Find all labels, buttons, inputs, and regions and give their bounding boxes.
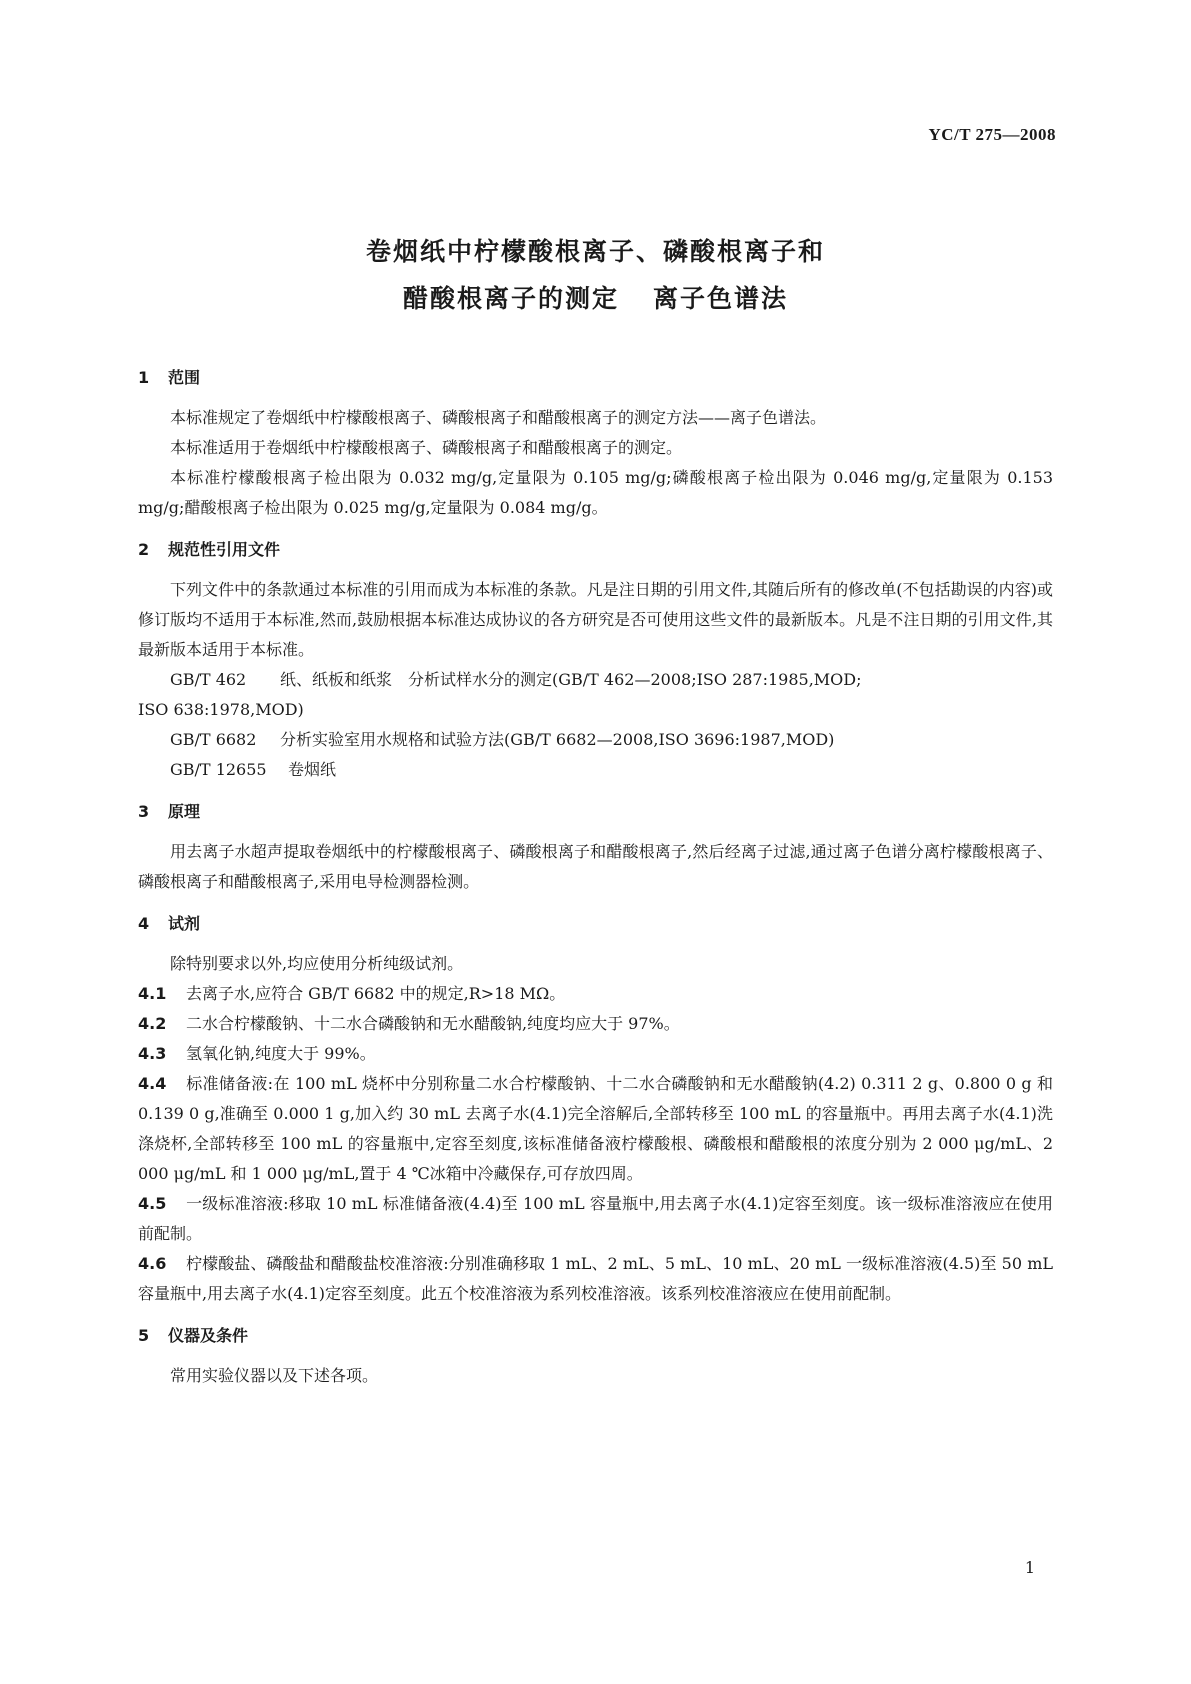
paragraph: 除特别要求以外,均应使用分析纯级试剂。 (170, 954, 464, 973)
section-heading (138, 1321, 1053, 1351)
reference-code: GB/T 6682 (170, 730, 257, 749)
clause-text: 一级标准溶液:移取 10 mL 标准储备液(4.4)至 100 mL 容量瓶中,用去离子水(4.1)定容至刻度。该一级标准溶液应在使用前配制。 (138, 1194, 1053, 1243)
section-number: 3 (138, 802, 150, 821)
document-title (0, 228, 1191, 322)
title-line-2b: 离子色谱法 (653, 284, 789, 313)
section-title: 原理 (168, 802, 201, 821)
title-line-2 (0, 275, 1191, 322)
clause-text: 标准储备液:在 100 mL 烧杯中分别称量二水合柠檬酸钠、十二水合磷酸钠和无水醋酸钠(4.2) 0.311 2 g、0.800 0 g 和 0.139 0 g,准确至 0.000 1 g,加入约 30 mL 去离子水(4.1)完全溶解后,全部转移至 100 mL 的容量瓶中。再用去离子水(4.1)洗涤烧杯,全部转移至 100 mL 的容量瓶中,定容至刻度,该标准储备液柠檬酸根、磷酸根和醋酸根的浓度分别为 2 000 μg/mL、2 000 μg/mL 和 1 000 μg/mL,置于 4 ℃冰箱中冷藏保存,可存放四周。 (138, 1074, 1053, 1183)
document-body (138, 363, 1053, 1403)
reference-text: 卷烟纸 (288, 760, 337, 779)
section-number: 1 (138, 368, 150, 387)
reference-text: 纸、纸板和纸浆 分析试样水分的测定(GB/T 462—2008;ISO 287:1985,MOD; (280, 670, 862, 689)
reference-code: GB/T 12655 (170, 760, 267, 779)
clause-text: 柠檬酸盐、磷酸盐和醋酸盐校准溶液:分别准确移取 1 mL、2 mL、5 mL、10 mL、20 mL 一级标准溶液(4.5)至 50 mL 容量瓶中,用去离子水(4.1)定容至刻度。此五个校准溶液为系列校准溶液。该系列校准溶液应在使用前配制。 (138, 1254, 1053, 1303)
clause (138, 1249, 1053, 1309)
clause (138, 1189, 1053, 1249)
reference-item (138, 665, 1053, 695)
clause-number: 4.3 (138, 1044, 167, 1063)
section-reagents (138, 909, 1053, 1309)
section-apparatus (138, 1321, 1053, 1391)
clause-text: 二水合柠檬酸钠、十二水合磷酸钠和无水醋酸钠,纯度均应大于 97%。 (186, 1014, 680, 1033)
reference-text: 分析实验室用水规格和试验方法(GB/T 6682—2008,ISO 3696:1987,MOD) (280, 730, 835, 749)
section-number: 4 (138, 914, 150, 933)
section-number: 5 (138, 1326, 150, 1345)
paragraph: 本标准适用于卷烟纸中柠檬酸根离子、磷酸根离子和醋酸根离子的测定。 (170, 438, 683, 457)
paragraph: 用去离子水超声提取卷烟纸中的柠檬酸根离子、磷酸根离子和醋酸根离子,然后经离子过滤,通过离子色谱分离柠檬酸根离子、磷酸根离子和醋酸根离子,采用电导检测器检测。 (138, 842, 1053, 891)
paragraph: 本标准柠檬酸根离子检出限为 0.032 mg/g,定量限为 0.105 mg/g;磷酸根离子检出限为 0.046 mg/g,定量限为 0.153 mg/g;醋酸根离子检出限为 0.025 mg/g,定量限为 0.084 mg/g。 (138, 468, 1053, 517)
clause-number: 4.2 (138, 1014, 167, 1033)
clause-number: 4.1 (138, 984, 167, 1003)
section-heading (138, 535, 1053, 565)
reference-continuation: ISO 638:1978,MOD) (138, 700, 304, 719)
clause-text: 氢氧化钠,纯度大于 99%。 (186, 1044, 376, 1063)
clause (138, 1069, 1053, 1189)
section-title: 范围 (168, 368, 201, 387)
section-scope (138, 363, 1053, 523)
clause-text: 去离子水,应符合 GB/T 6682 中的规定,R>18 MΩ。 (186, 984, 566, 1003)
clause (138, 979, 1053, 1009)
clause-number: 4.5 (138, 1194, 167, 1213)
title-line-1: 卷烟纸中柠檬酸根离子、磷酸根离子和 (365, 237, 825, 266)
section-principle (138, 797, 1053, 897)
clause-number: 4.6 (138, 1254, 167, 1273)
reference-item (138, 725, 1053, 755)
paragraph: 本标准规定了卷烟纸中柠檬酸根离子、磷酸根离子和醋酸根离子的测定方法——离子色谱法。 (170, 408, 827, 427)
section-normative-references (138, 535, 1053, 785)
clause-number: 4.4 (138, 1074, 167, 1093)
section-title: 试剂 (168, 914, 201, 933)
section-heading (138, 363, 1053, 393)
paragraph: 下列文件中的条款通过本标准的引用而成为本标准的条款。凡是注日期的引用文件,其随后所有的修改单(不包括勘误的内容)或修订版均不适用于本标准,然而,鼓励根据本标准达成协议的各方研究是否可使用这些文件的最新版本。凡是不注日期的引用文件,其最新版本适用于本标准。 (138, 580, 1053, 659)
section-heading (138, 797, 1053, 827)
reference-code: GB/T 462 (170, 670, 247, 689)
paragraph: 常用实验仪器以及下述各项。 (170, 1366, 379, 1385)
section-title: 规范性引用文件 (168, 540, 281, 559)
section-heading (138, 909, 1053, 939)
clause (138, 1039, 1053, 1069)
section-number: 2 (138, 540, 150, 559)
document-code: YC/T 275—2008 (928, 125, 1056, 144)
reference-item (138, 755, 1053, 785)
section-title: 仪器及条件 (168, 1326, 249, 1345)
title-line-2a: 醋酸根离子的测定 (402, 284, 619, 313)
page-number: 1 (1024, 1558, 1035, 1577)
clause (138, 1009, 1053, 1039)
